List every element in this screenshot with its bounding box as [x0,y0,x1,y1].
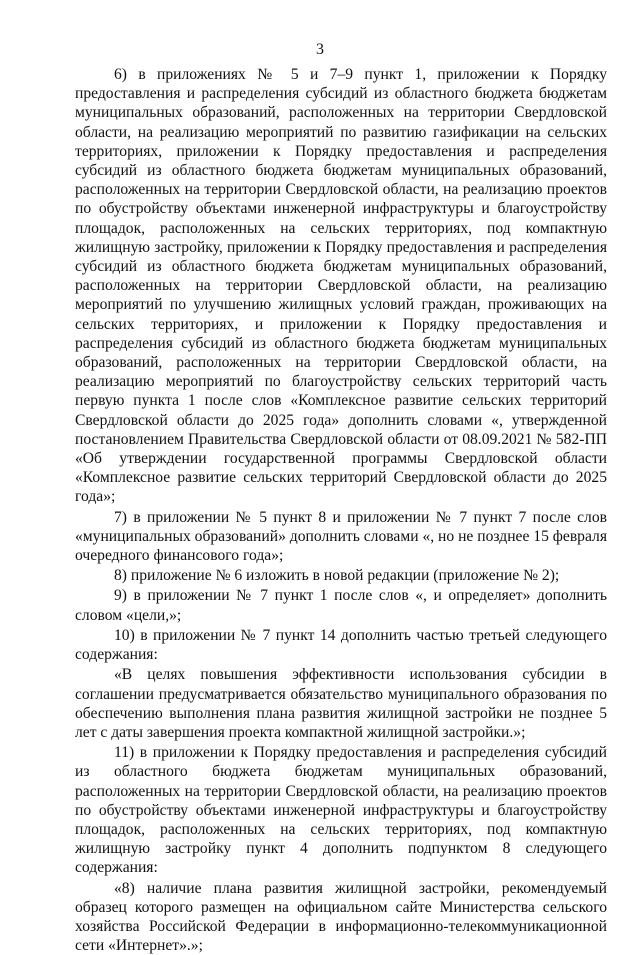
page-number: 3 [316,41,324,58]
paragraph-item-11: 11) в приложении к Порядку предоставления и распределения субсидий из областного бюджета бюджетам муниципальных образований, расположенных на территории Свердловской области, на реализацию проектов по обустройству объектами инженерной инфраструктуры и благоустройству площадок, расположенных на сельских территориях, под компактную жилищную застройку пункт 4 дополнить подпунктом 8 следующего содержания: [75,744,607,877]
paragraph-item-9: 9) в приложении № 7 пункт 1 после слов «, и определяет» дополнить словом «цели,»; [75,587,607,624]
paragraph-item-6: 6) в приложениях № 5 и 7–9 пункт 1, приложении к Порядку предоставления и распределения субсидий из областного бюджета бюджетам муниципальных образований, расположенных на территории Свердловской области, на реализацию мероприятий по развитию газификации на сельских территориях, приложении к Порядку предоставления и распределения субсидий из областного бюджета бюджетам муниципальных образований, расположенных на территории Свердловской области, на реализацию проектов по обустройству объектами инженерной инфраструктуры и благоустройству площадок, расположенных на сельских территориях, под компактную жилищную застройку, приложении к Порядку предоставления и распределения субсидий из областного бюджета бюджетам муниципальных образований, расположенных на территории Свердловской области, на реализацию мероприятий по улучшению жилищных условий граждан, проживающих на сельских территориях, и приложении к Порядку предоставления и распределения субсидий из областного бюджета бюджетам муниципальных образований, расположенных на территории Свердловской области, на реализацию мероприятий по благоустройству сельских территорий часть первую пункта 1 после слов «Комплексное развитие сельских территорий Свердловской области до 2025 года» дополнить словами «, утвержденной постановлением Правительства Свердловской области от 08.09.2021 № 582-ПП «Об утверждении государственной программы Свердловской области «Комплексное развитие сельских территорий Свердловской области до 2025 года»; [75,66,607,506]
paragraph-item-10: 10) в приложении № 7 пункт 14 дополнить частью третьей следующего содержания: [75,626,607,664]
paragraph-item-7: 7) в приложении № 5 пункт 8 и приложении № 7 пункт 7 после слов «муниципальных образований» дополнить словами «, но не позднее 15 февраля очередного финансового года»; [75,508,607,565]
document-body [75,65,607,955]
paragraph-quote-subitem-8: «8) наличие плана развития жилищной застройки, рекомендуемый образец которого размещен на официальном сайте Министерства сельского хозяйства Российской Федерации в информационно-телекоммуникационной сети «Интернет».»; [75,879,607,955]
paragraph-quote-subsidy: «В целях повышения эффективности использования субсидии в соглашении предусматривается обязательство муниципального образования по обеспечению выполнения плана развития жилищной застройки не позднее 5 лет с даты завершения проекта компактной жилищной застройки.»; [75,666,607,741]
paragraph-item-8: 8) приложение № 6 изложить в новой редакции (приложение № 2); [114,567,560,585]
